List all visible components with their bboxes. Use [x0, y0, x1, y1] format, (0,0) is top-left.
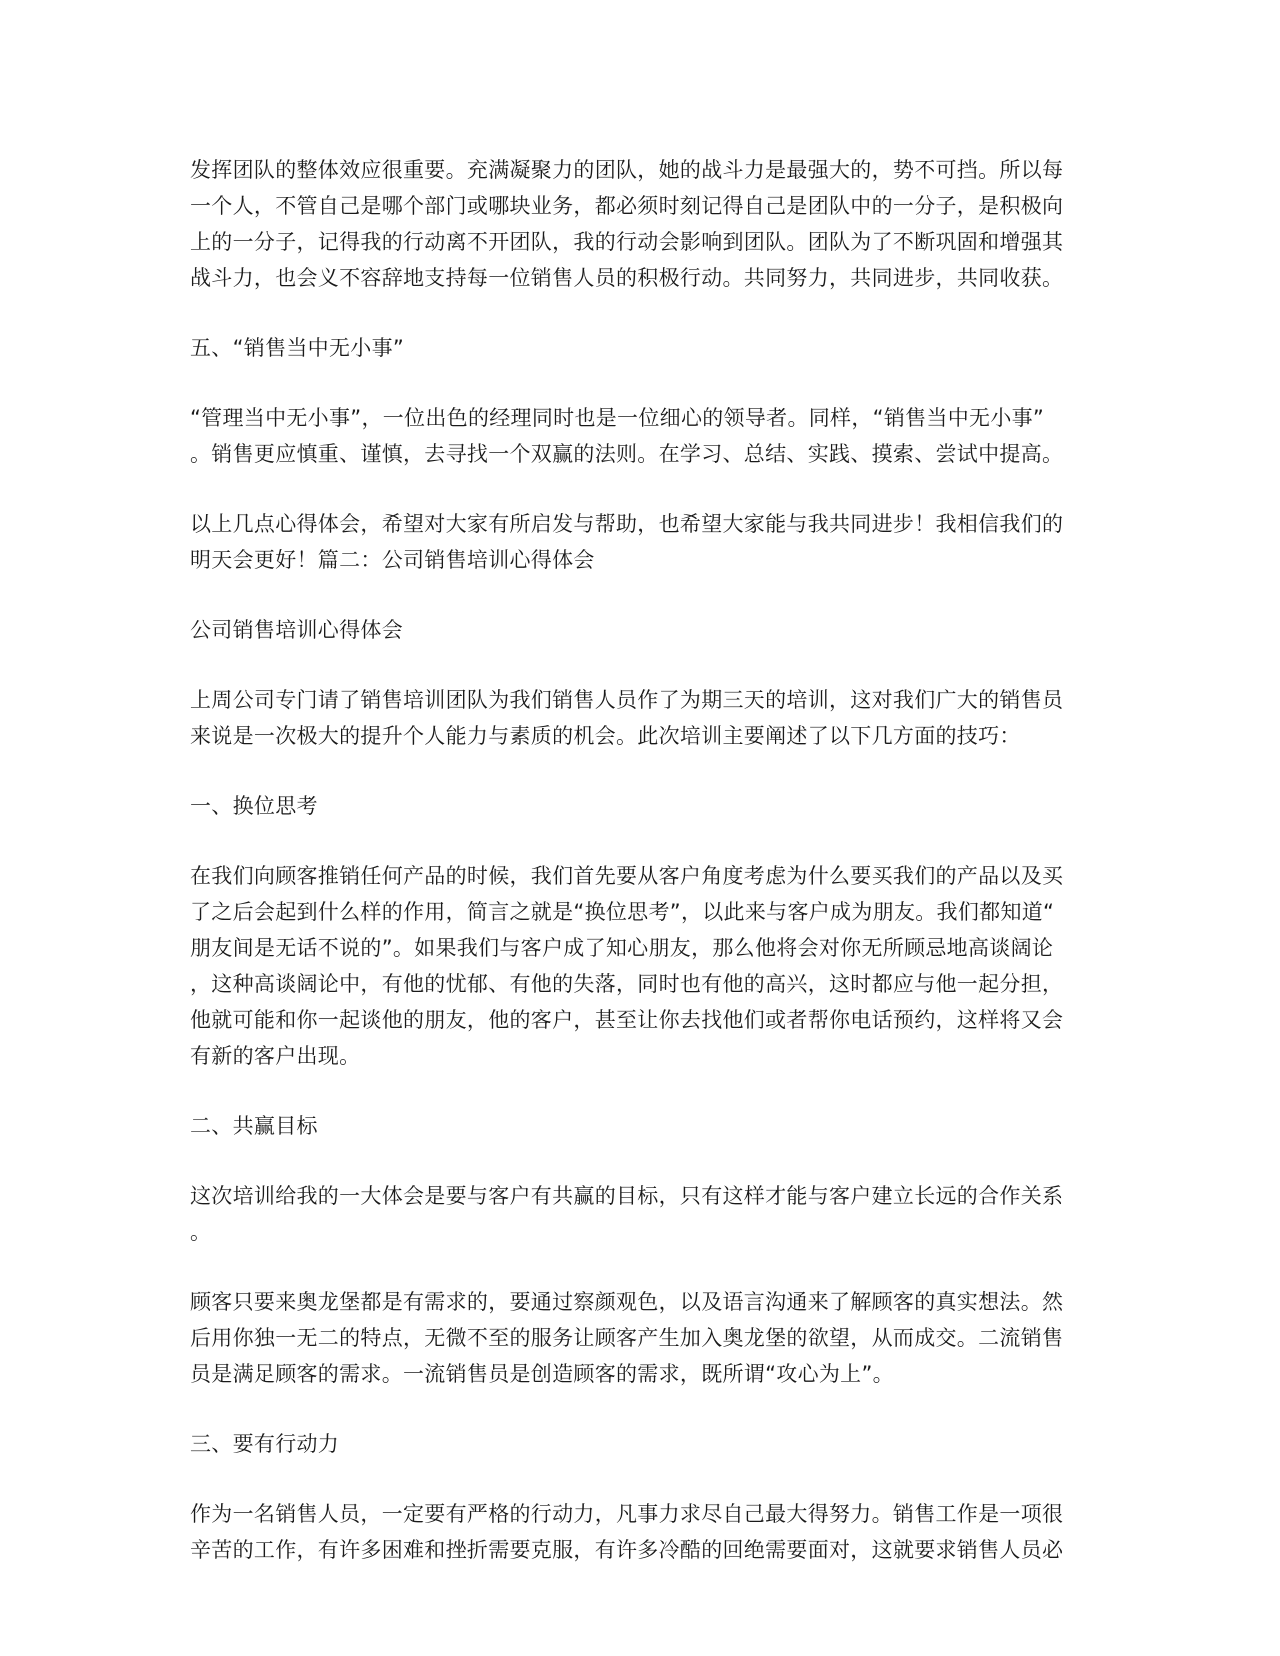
text-line: 有新的客户出现。	[190, 1044, 361, 1068]
text-line: 战斗力，也会义不容辞地支持每一位销售人员的积极行动。共同努力，共同进步，共同收获。	[190, 266, 1064, 290]
text-line: 来说是一次极大的提升个人能力与素质的机会。此次培训主要阐述了以下几方面的技巧：	[190, 724, 1021, 748]
text-line: 一、换位思考	[190, 794, 318, 818]
paragraph	[190, 152, 1090, 296]
document-body	[190, 152, 1090, 1602]
text-line: 公司销售培训心得体会	[190, 618, 403, 642]
text-line: 顾客只要来奥龙堡都是有需求的，要通过察颜观色，以及语言沟通来了解顾客的真实想法。然	[190, 1290, 1064, 1314]
text-line: 员是满足顾客的需求。一流销售员是创造顾客的需求，既所谓“攻心为上”。	[190, 1362, 894, 1386]
text-line: 他就可能和你一起谈他的朋友，他的客户，甚至让你去找他们或者帮你电话预约，这样将又会	[190, 1008, 1064, 1032]
section-heading	[190, 330, 1090, 366]
text-line: 明天会更好！篇二：公司销售培训心得体会	[190, 548, 595, 572]
text-line: 作为一名销售人员，一定要有严格的行动力，凡事力求尽自己最大得努力。销售工作是一项很	[190, 1502, 1064, 1526]
text-line: 朋友间是无话不说的”。如果我们与客户成了知心朋友，那么他将会对你无所顾忌地高谈阔论	[190, 936, 1054, 960]
section-heading	[190, 1108, 1090, 1144]
text-line: 上的一分子，记得我的行动离不开团队，我的行动会影响到团队。团队为了不断巩固和增强其	[190, 230, 1064, 254]
section-heading	[190, 1426, 1090, 1462]
text-line: 了之后会起到什么样的作用，简言之就是“换位思考”，以此来与客户成为朋友。我们都知道“	[190, 900, 1055, 924]
text-line: 三、要有行动力	[190, 1432, 340, 1456]
paragraph	[190, 506, 1090, 578]
section-heading	[190, 612, 1090, 648]
section-heading	[190, 788, 1090, 824]
paragraph	[190, 682, 1090, 754]
paragraph	[190, 858, 1090, 1074]
text-line: “管理当中无小事”，一位出色的经理同时也是一位细心的领导者。同样，“销售当中无小事”	[190, 406, 1045, 430]
text-line: 以上几点心得体会，希望对大家有所启发与帮助，也希望大家能与我共同进步！我相信我们的	[190, 512, 1064, 536]
text-line: 发挥团队的整体效应很重要。充满凝聚力的团队，她的战斗力是最强大的，势不可挡。所以每	[190, 158, 1064, 182]
paragraph	[190, 1178, 1090, 1250]
paragraph	[190, 1284, 1090, 1392]
paragraph	[190, 400, 1090, 472]
paragraph	[190, 1496, 1090, 1568]
text-line: 上周公司专门请了销售培训团队为我们销售人员作了为期三天的培训，这对我们广大的销售员	[190, 688, 1064, 712]
text-line: 辛苦的工作，有许多困难和挫折需要克服，有许多冷酷的回绝需要面对，这就要求销售人员必	[190, 1538, 1064, 1562]
text-line: 这次培训给我的一大体会是要与客户有共赢的目标，只有这样才能与客户建立长远的合作关系	[190, 1184, 1064, 1208]
text-line: 。销售更应慎重、谨慎，去寻找一个双赢的法则。在学习、总结、实践、摸索、尝试中提高。	[190, 442, 1064, 466]
text-line: 在我们向顾客推销任何产品的时候，我们首先要从客户角度考虑为什么要买我们的产品以及买	[190, 864, 1064, 888]
text-line: 五、“销售当中无小事”	[190, 336, 405, 360]
text-line: 后用你独一无二的特点，无微不至的服务让顾客产生加入奥龙堡的欲望，从而成交。二流销售	[190, 1326, 1064, 1350]
text-line: 一个人，不管自己是哪个部门或哪块业务，都必须时刻记得自己是团队中的一分子，是积极向	[190, 194, 1064, 218]
text-line: ，这种高谈阔论中，有他的忧郁、有他的失落，同时也有他的高兴，这时都应与他一起分担，	[190, 972, 1064, 996]
text-line: 。	[190, 1220, 212, 1244]
text-line: 二、共赢目标	[190, 1114, 318, 1138]
